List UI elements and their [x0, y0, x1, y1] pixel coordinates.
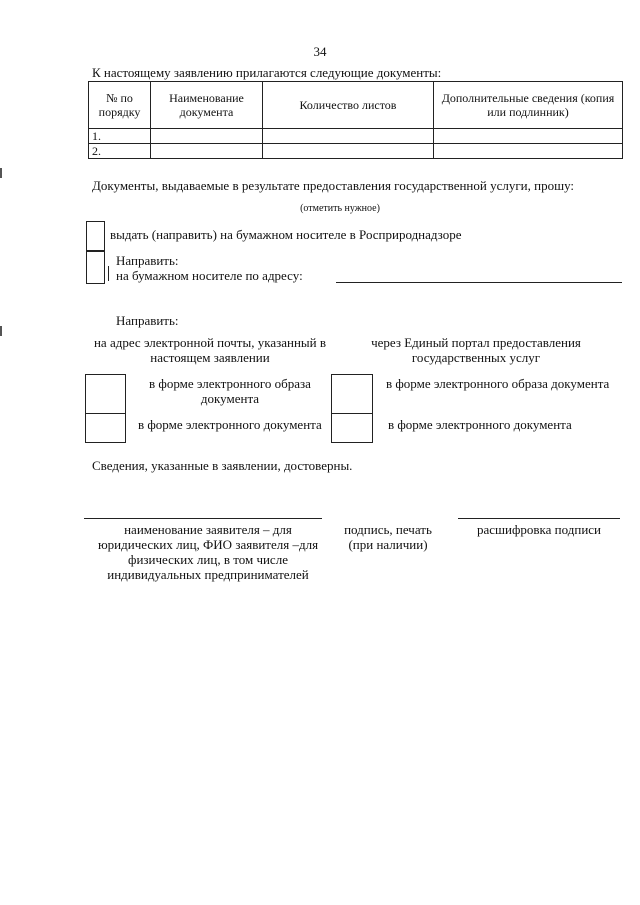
row-number: 1.	[89, 129, 151, 144]
checkbox-paper-address[interactable]	[86, 251, 105, 284]
scan-edge-mark	[0, 326, 2, 336]
decryption-caption: расшифровка подписи	[476, 522, 602, 537]
email-option-image-label: в форме электронного образа документа	[149, 376, 311, 406]
row-sheets-cell[interactable]	[263, 144, 434, 159]
column-header-info: Дополнительные сведения (копия или подлинник)	[434, 82, 623, 129]
row-info-cell[interactable]	[434, 144, 623, 159]
address-field-divider	[108, 266, 109, 281]
row-info-cell[interactable]	[434, 129, 623, 144]
applicant-caption: наименование заявителя – для юридических лиц, ФИО заявителя –для физических лиц, в том числе индивидуальных предпринимателей	[97, 522, 319, 582]
delivery-note: (отметить нужное)	[300, 203, 380, 214]
option-paper-address-label: на бумажном носителе по адресу:	[116, 268, 303, 283]
table-header-row	[89, 82, 623, 129]
checkbox-email-image[interactable]	[85, 374, 126, 415]
row-name-cell[interactable]	[151, 129, 263, 144]
row-number: 2.	[89, 144, 151, 159]
applicant-line[interactable]	[84, 518, 322, 519]
portal-option-image-label: в форме электронного образа документа	[386, 376, 610, 391]
delivery-intro: Документы, выдаваемые в результате предоставления государственной услуги, прошу:	[92, 178, 575, 193]
column-header-number: № по порядку	[89, 82, 151, 129]
signature-caption: подпись, печать (при наличии)	[344, 522, 432, 552]
page-number: 34	[313, 44, 327, 59]
checkbox-portal-doc[interactable]	[331, 413, 373, 443]
portal-option-doc-label: в форме электронного документа	[388, 417, 572, 432]
option-paper-rpn-label: выдать (направить) на бумажном носителе в Росприроднадзоре	[110, 227, 462, 242]
table-row	[89, 129, 623, 144]
attachments-intro: К настоящему заявлению прилагаются следующие документы:	[92, 65, 442, 80]
email-heading: на адрес электронной почты, указанный в настоящем заявлении	[93, 335, 327, 365]
decryption-line[interactable]	[458, 518, 620, 519]
scan-edge-mark	[0, 168, 2, 178]
portal-heading: через Единый портал предоставления государственных услуг	[371, 335, 581, 365]
address-input-line[interactable]	[336, 282, 622, 283]
attachments-table	[88, 81, 623, 159]
checkbox-paper-rpn[interactable]	[86, 221, 105, 251]
send-label-electronic: Направить:	[116, 313, 179, 328]
checkbox-portal-image[interactable]	[331, 374, 373, 415]
row-name-cell[interactable]	[151, 144, 263, 159]
table-row	[89, 144, 623, 159]
confirmation-text: Сведения, указанные в заявлении, достоверны.	[92, 458, 353, 473]
column-header-sheets: Количество листов	[263, 82, 434, 129]
send-label: Направить:	[116, 253, 179, 268]
row-sheets-cell[interactable]	[263, 129, 434, 144]
column-header-name: Наименование документа	[151, 82, 263, 129]
email-option-doc-label: в форме электронного документа	[138, 417, 322, 432]
checkbox-email-doc[interactable]	[85, 413, 126, 443]
